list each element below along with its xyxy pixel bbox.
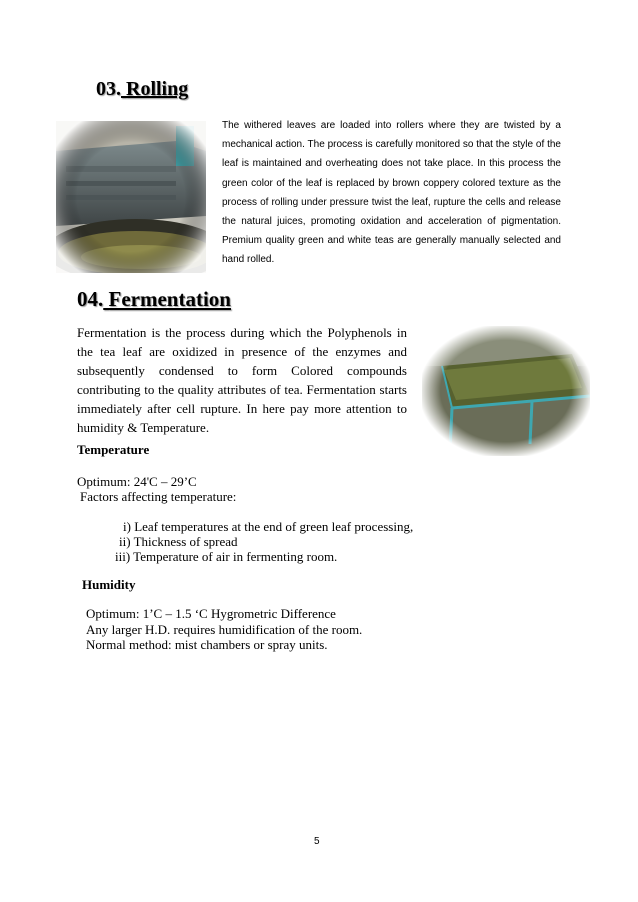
rolling-heading	[96, 78, 188, 101]
fermentation-bed-photo	[422, 326, 590, 456]
rolling-machine-photo	[56, 121, 206, 273]
humidity-label: Humidity	[82, 577, 136, 592]
temperature-optimum: Optimum: 24'C – 29’C	[77, 474, 197, 489]
fermentation-heading	[77, 287, 231, 312]
fermentation-heading-number: 04.	[77, 287, 104, 311]
temperature-factor-item: i) Leaf temperatures at the end of green leaf processing,	[123, 519, 414, 534]
temperature-factors-intro: Factors affecting temperature:	[80, 489, 237, 504]
rolling-paragraph: The withered leaves are loaded into rollers where they are twisted by a mechanical action. The process is carefully monitored so that the style of the leaf is maintained and overheating does not take place. In this process the green color of the leaf is replaced by brown coppery colored texture as the process of rolling under pressure twist the leaf, rupture the cells and release the natural juices, promoting oxidation and acceleration of pigmentation. Premium quality green and white teas are generally manually selected and hand rolled.	[222, 120, 561, 266]
temperature-factor-item: iii) Temperature of air in fermenting room.	[115, 549, 338, 564]
temperature-factor-item: ii) Thickness of spread	[119, 534, 238, 549]
rolling-heading-number: 03.	[96, 78, 121, 100]
temperature-label: Temperature	[77, 442, 150, 457]
page-number: 5	[314, 836, 320, 847]
humidity-line: Optimum: 1’C – 1.5 ‘C Hygrometric Difference	[86, 606, 336, 621]
humidity-line: Any larger H.D. requires humidification of the room.	[86, 621, 363, 637]
fermentation-paragraph: Fermentation is the process during which the Polyphenols in the tea leaf are oxidized in presence of the enzymes and subsequently condensed to form Colored compounds contributing to the quality attributes of tea. Fermentation starts immediately after cell rupture. In here pay more attention to humidity & Temperature.	[77, 325, 407, 435]
rolling-heading-title: Rolling	[126, 78, 189, 100]
fermentation-heading-title: Fermentation	[108, 287, 231, 311]
humidity-details	[86, 606, 362, 653]
humidity-line: Normal method: mist chambers or spray units.	[86, 637, 328, 652]
